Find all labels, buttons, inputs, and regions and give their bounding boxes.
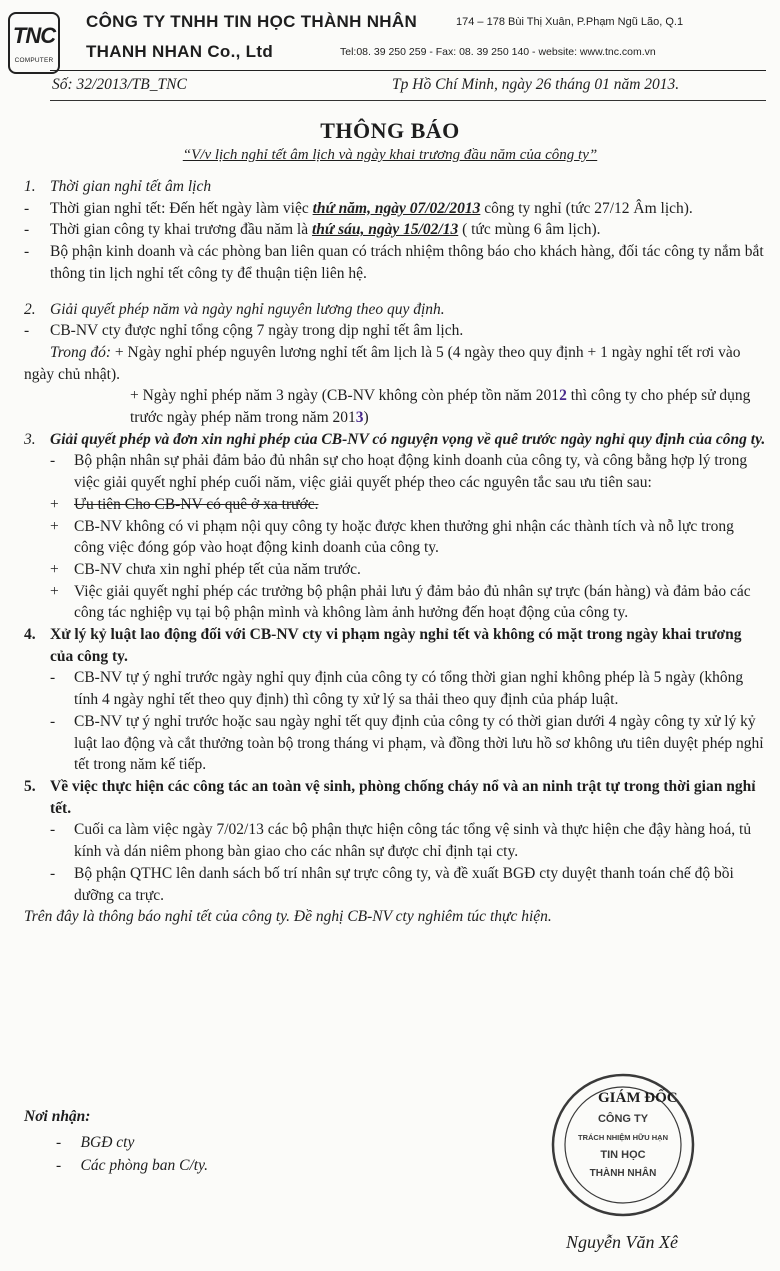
logo-text: TNC (12, 23, 56, 48)
holiday-end-date: thứ năm, ngày 07/02/2013 (312, 199, 481, 217)
recipient-name: Các phòng ban C/ty. (80, 1157, 208, 1174)
section-3-sub (24, 516, 766, 559)
dash-marker: - (24, 322, 30, 340)
item-text: CB-NV tự ý nghỉ trước hoặc sau ngày nghỉ tết quy định của công ty có thời gian dưới 4 ngày công ty xử lý kỷ luật lao động và cắt thưởng toàn bộ trong tháng vi phạm, và đồng thời lưu hồ sơ không ưu tiên duyệt phép nghỉ tết trong năm kế tiếp. (74, 712, 764, 774)
logo-subtext: COMPUTER (14, 57, 54, 64)
signatory-title: GIÁM ĐỐC (598, 1090, 678, 1106)
plus-marker: + (50, 582, 59, 600)
company-logo (8, 12, 60, 74)
plus-marker: + (50, 495, 59, 513)
dash-marker: - (50, 821, 56, 839)
sub-text: CB-NV chưa xin nghỉ phép tết của năm trước. (74, 560, 361, 578)
plus-marker: + (50, 517, 59, 535)
section-heading-text: Giải quyết phép và đơn xin nghỉ phép của CB-NV có nguyện vọng về quê trước ngày nghỉ quy định của công ty. (50, 430, 766, 448)
item-text (50, 219, 766, 241)
section-heading-text: Về việc thực hiện các công tác an toàn vệ sinh, phòng chống cháy nổ và an ninh trật tự trong thời gian nghỉ tết. (50, 777, 756, 817)
item-text-pre: Thời gian nghỉ tết: Đến hết ngày làm việc (50, 199, 313, 217)
header-divider (50, 100, 766, 101)
recipient-item: - BGĐ cty (56, 1134, 135, 1151)
reopening-date: thứ sáu, ngày 15/02/13 (311, 221, 459, 239)
company-address: 174 – 178 Bùi Thị Xuân, P.Phạm Ngũ Lão, Q.1 (456, 16, 684, 28)
section-1-item (24, 241, 766, 284)
trong-do-label: Trong đó: (50, 343, 112, 361)
closing-statement: Trên đây là thông báo nghỉ tết của công ty. Đề nghị CB-NV cty nghiêm túc thực hiện. (24, 908, 552, 926)
detail-text-mid: thì công ty cho phép sử dụng trước ngày phép năm trong năm 201 (130, 387, 751, 427)
item-text-post: công ty nghỉ (tức 27/12 Âm lịch). (480, 199, 693, 217)
section-3-sub (24, 559, 766, 581)
section-4-heading (24, 624, 766, 667)
item-text: Cuối ca làm việc ngày 7/02/13 các bộ phận thực hiện công tác tổng vệ sinh và thực hiện che đậy hàng hoá, tủ kính và dán niêm phong bàn giao cho các nhân sự được chỉ định tại cty. (74, 821, 752, 861)
company-contact: Tel:08. 39 250 259 - Fax: 08. 39 250 140 - website: www.tnc.com.vn (340, 46, 656, 58)
handwritten-correction: 3 (355, 409, 364, 427)
section-heading-text: Giải quyết phép năm và ngày nghỉ nguyên lương theo quy định. (50, 300, 445, 318)
section-3-sub (24, 581, 766, 624)
section-5-heading (24, 776, 766, 819)
dash-marker: - (24, 221, 30, 239)
section-4-item (24, 667, 766, 710)
dash-marker: - (50, 669, 56, 687)
section-2-item (24, 320, 766, 342)
section-2-detail (24, 342, 766, 385)
sub-text: CB-NV không có vi phạm nội quy công ty hoặc được khen thưởng ghi nhận các thành tích và nỗ lực trong công việc đóng góp vào hoạt động kinh doanh của công ty. (74, 517, 734, 557)
plus-marker: + (50, 560, 59, 578)
document-ref-number: Số: 32/2013/TB_TNC (52, 76, 187, 93)
item-text-post: ( tức mùng 6 âm lịch). (458, 221, 601, 239)
dash-marker: - (24, 199, 30, 217)
item-text (50, 198, 766, 220)
stamp-line: TIN HỌC (600, 1149, 646, 1161)
section-number: 3. (24, 430, 36, 448)
item-text: Bộ phận QTHC lên danh sách bố trí nhân sự trực công ty, và đề xuất BGĐ cty duyệt thanh toán chế độ bồi dưỡng ca trực. (74, 864, 734, 904)
section-1-item (24, 198, 766, 220)
section-3-item (24, 450, 766, 493)
letterhead-divider (50, 70, 766, 71)
section-1-item (24, 219, 766, 241)
section-number: 2. (24, 300, 36, 318)
section-number: 4. (24, 626, 36, 644)
section-heading-text: Thời gian nghỉ tết âm lịch (50, 178, 212, 195)
dash-marker: - (24, 243, 30, 261)
document-date: Tp Hồ Chí Minh, ngày 26 tháng 01 năm 2013. (392, 76, 680, 93)
company-name-vn: CÔNG TY TNHH TIN HỌC THÀNH NHÂN (86, 12, 418, 31)
document-body (24, 176, 766, 928)
company-name-en: THANH NHAN Co., Ltd (86, 42, 274, 61)
stamp-line: TRÁCH NHIỆM HỮU HẠN (578, 1133, 668, 1142)
dash-marker: - (50, 452, 56, 470)
signatory-name: Nguyễn Văn Xê (566, 1232, 678, 1252)
dash-marker: - (50, 712, 56, 730)
section-heading-text: Xử lý kỷ luật lao động đối với CB-NV cty vi phạm ngày nghỉ tết và không có mặt trong ngày khai trương của công ty. (50, 626, 742, 665)
item-text: CB-NV tự ý nghỉ trước ngày nghỉ quy định của công ty có tổng thời gian nghỉ không phép là 5 ngày (không tính 4 ngày nghỉ tết theo quy định) thì công ty xử lý sa thải theo quy định của pháp luật. (74, 669, 744, 709)
recipients-label: Nơi nhận: (24, 1108, 91, 1125)
section-2-heading (24, 299, 766, 321)
item-text-pre: Thời gian công ty khai trương đầu năm là (50, 221, 312, 239)
section-3-sub (24, 494, 766, 516)
dash-marker: - (50, 864, 56, 882)
section-number: 5. (24, 777, 36, 795)
stamp-line: THÀNH NHÂN (589, 1168, 657, 1179)
handwritten-correction: 2 (559, 387, 567, 405)
section-1-heading (24, 176, 766, 198)
detail-text: + Ngày nghỉ phép nguyên lương nghỉ tết âm lịch là 5 (4 ngày theo quy định + 1 ngày nghỉ tết rơi vào ngày chủ nhật). (24, 343, 741, 383)
section-number: 1. (24, 178, 36, 195)
recipient-item: - Các phòng ban C/ty. (56, 1157, 208, 1174)
document-subtitle: “V/v lịch nghỉ tết âm lịch và ngày khai trương đầu năm của công ty” (182, 147, 598, 163)
sub-text: Việc giải quyết nghỉ phép các trưởng bộ phận phải lưu ý đảm bảo đủ nhân sự trực (bán hàng) và đảm bảo các công tác nghiệp vụ tại bộ phận mình và không làm ảnh hưởng đến hoạt động của công ty. (74, 582, 751, 622)
item-text: CB-NV cty được nghỉ tổng cộng 7 ngày trong dịp nghỉ tết âm lịch. (50, 322, 464, 340)
stamp-line: CÔNG TY (597, 1113, 649, 1125)
item-text: Bộ phận kinh doanh và các phòng ban liên quan có trách nhiệm thông báo cho khách hàng, đối tác công ty nắm bắt thông tin lịch nghỉ tết công ty để thuận tiện liên hệ. (50, 243, 764, 282)
section-4-item (24, 711, 766, 776)
section-2-detail (24, 385, 766, 428)
section-3-heading (24, 429, 766, 451)
section-5-item (24, 819, 766, 862)
item-text: Bộ phận nhân sự phải đảm bảo đủ nhân sự cho hoạt động kinh doanh của công ty, và công bằng hợp lý trong việc giải quyết nghỉ phép cuối năm, việc giải quyết phép theo các nguyên tắc sau ưu tiên sau: (74, 452, 748, 492)
recipient-name: BGĐ cty (80, 1134, 135, 1151)
section-5-item (24, 863, 766, 906)
detail-text-pre: + Ngày nghỉ phép năm 3 ngày (CB-NV không còn phép tồn năm 201 (130, 387, 560, 405)
detail-text-post: ) (363, 409, 369, 427)
document-title: THÔNG BÁO (320, 118, 460, 143)
sub-text: Ưu tiên Cho CB-NV có quê ở xa trước. (74, 495, 319, 513)
